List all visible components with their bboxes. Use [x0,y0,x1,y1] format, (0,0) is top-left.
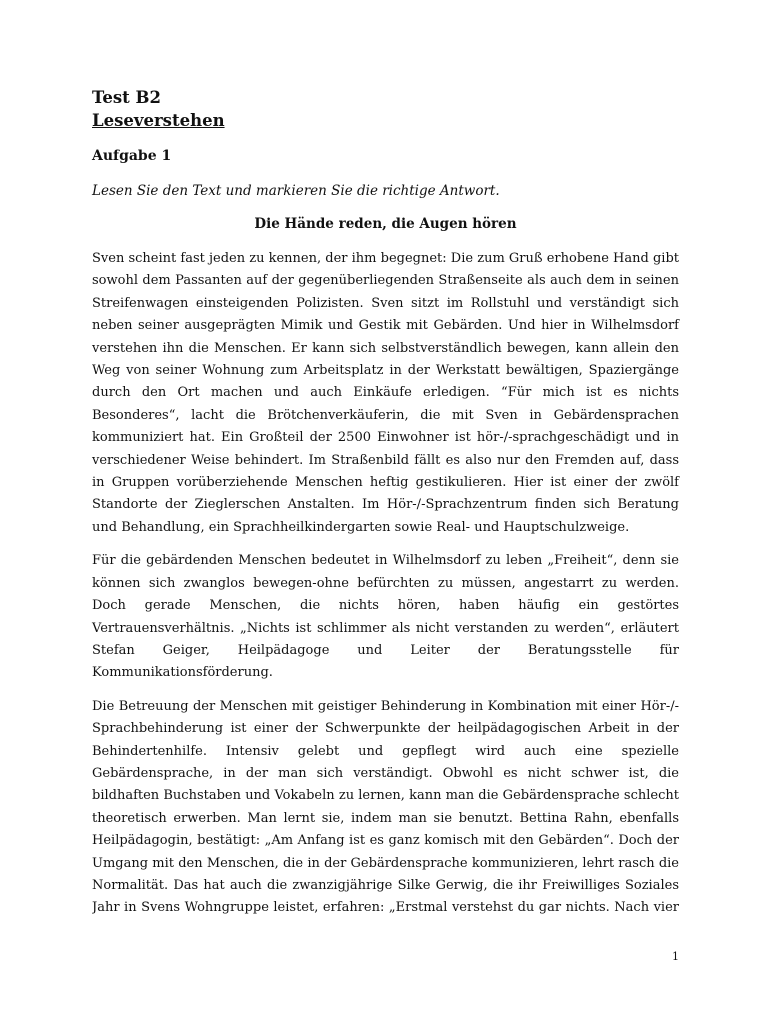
paragraph-1: Sven scheint fast jeden zu kennen, der ihm begegnet: Die zum Gruß erhobene Hand gibt sowohl dem Passanten auf der gegenüberliegenden Straßenseite als auch dem in seinen Streifenwagen einsteigenden Polizisten. Sven sitzt im Rollstuhl und verständigt sich neben seiner ausgeprägten Mimik und Gestik mit Gebärden. Und hier in Wilhelmsdorf verstehen ihn die Menschen. Er kann sich selbstverständlich bewegen, kann allein den Weg von seiner Wohnung zum Arbeitsplatz in der Werkstatt bewältigen, Spaziergänge durch den Ort machen und auch Einkäufe erledigen. “Für mich ist es nichts Besonderes“, lacht die Brötchenverkäuferin, die mit Sven in Gebärdensprachen kommuniziert hat. Ein Großteil der 2500 Einwohner ist hör-/-sprachgeschädigt und in verschiedener Weise behindert. Im Straßenbild fällt es also nur den Fremden auf, dass in Gruppen vorüberziehende Menschen heftig gestikulieren. Hier ist einer der zwölf Standorte der Zieglerschen Anstalten. Im Hör-/-Sprachzentrum finden sich Beratung und Behandlung, ein Sprachheilkindergarten sowie Real- und Hauptschulzweige. [92,251,679,535]
section-title: Leseverstehen [92,111,225,130]
paragraph-3: Die Betreuung der Menschen mit geistiger Behinderung in Kombination mit einer Hör-/-Sprachbehinderung ist einer der Schwerpunkte der heilpädagogischen Arbeit in der Behindertenhilfe. Intensiv gelebt und gepflegt wird auch eine spezielle Gebärdensprache, in der man sich verständigt. Obwohl es nicht schwer ist, die bildhaften Buchstaben und Vokabeln zu lernen, kann man die Gebärdensprache schlecht theoretisch erwerben. Man lernt sie, indem man sie benutzt. Bettina Rahn, ebenfalls Heilpädagogin, bestätigt: „Am Anfang ist es ganz komisch mit den Gebärden“. Doch der Umgang mit den Menschen, die in der Gebärdensprache kommunizieren, lehrt rasch die Normalität. Das hat auch die zwanzigjährige Silke Gerwig, die ihr Freiwilliges Soziales Jahr in Svens Wohngruppe leistet, erfahren: „Erstmal verstehst du gar nichts. Nach vier [92,698,679,916]
test-title: Test B2 [92,88,161,107]
paragraph-2: Für die gebärdenden Menschen bedeutet in Wilhelmsdorf zu leben „Freiheit“, denn sie können sich zwanglos bewegen-ohne befürchten zu müssen, angestarrt zu werden. Doch gerade Menschen, die nichts hören, haben häufig ein gestörtes Vertrauensverhältnis. „Nichts ist schlimmer als nicht verstanden zu werden“, erläutert Stefan Geiger, Heilpädagoge und Leiter der Beratungsstelle für Kommunikationsförderung. [92,553,679,681]
reading-text-title: Die Hände reden, die Augen hören [254,216,517,232]
task-label: Aufgabe 1 [92,148,172,164]
document-header [92,86,225,132]
task-instruction: Lesen Sie den Text und markieren Sie die richtige Antwort. [92,183,500,199]
page-number: 1 [672,950,679,963]
reading-text-body [92,248,679,931]
